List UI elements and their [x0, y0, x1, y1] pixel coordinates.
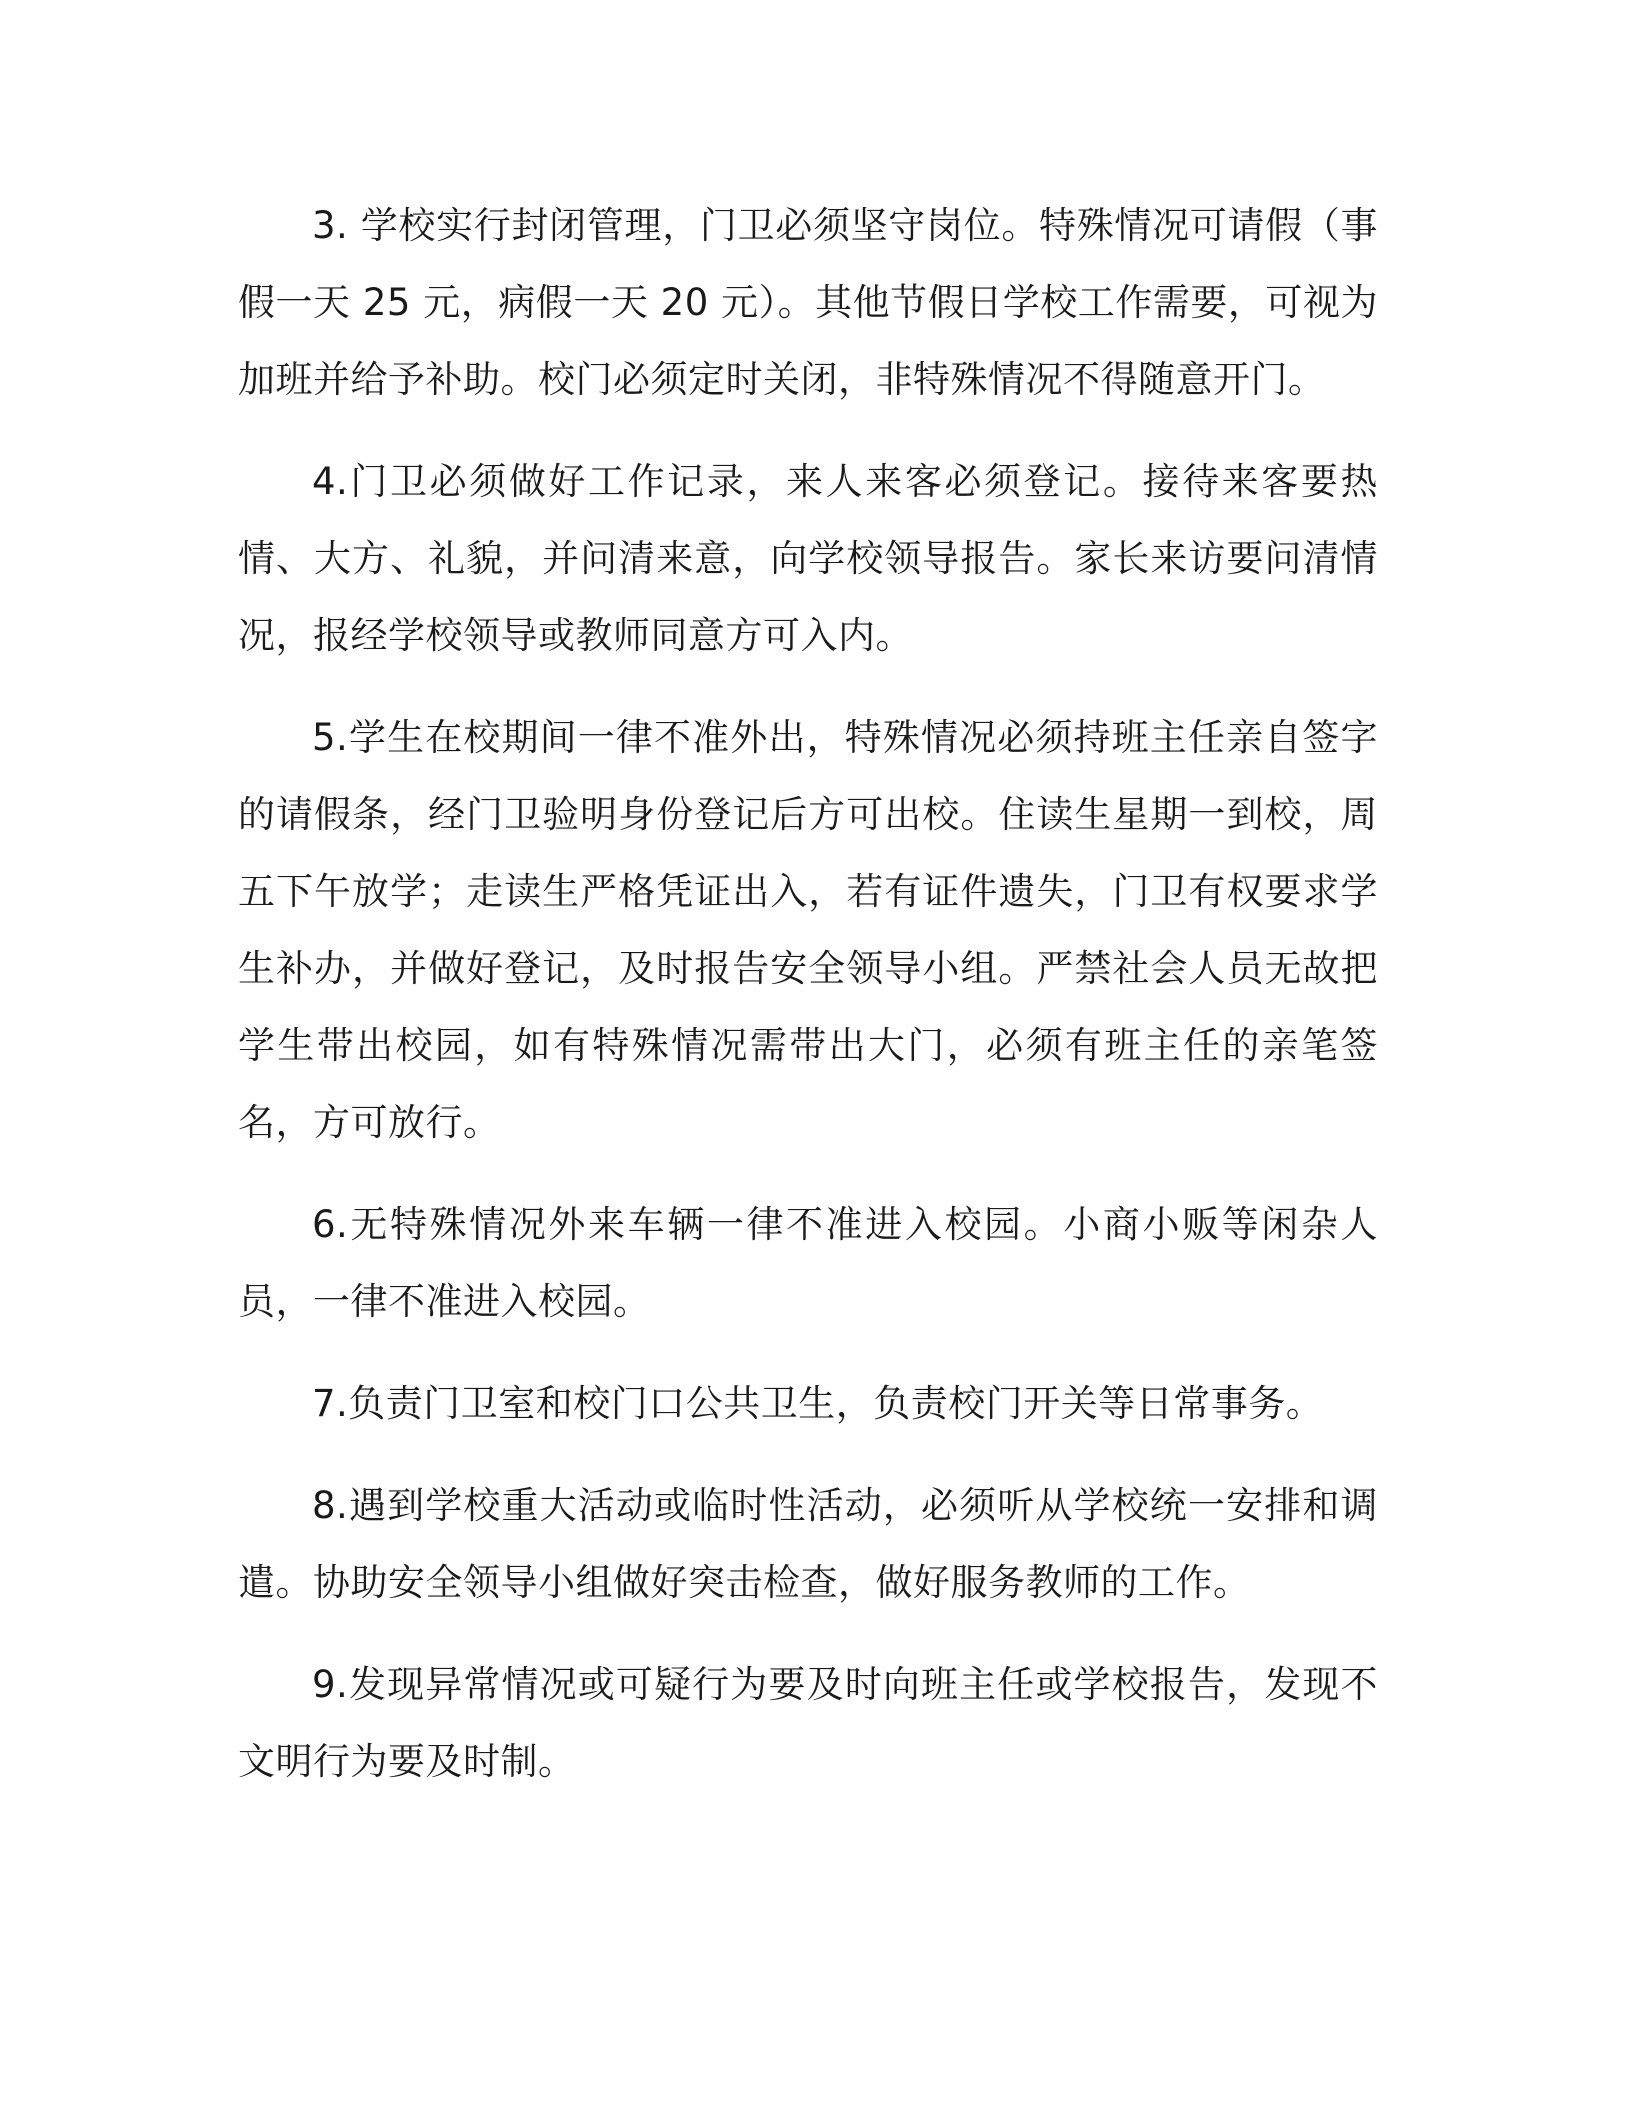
paragraph-item-6: 6.无特殊情况外来车辆一律不准进入校园。小商小贩等闲杂人员，一律不准进入校园。 [238, 1203, 1378, 1323]
paragraph-item-5: 5.学生在校期间一律不准外出，特殊情况必须持班主任亲自签字的请假条，经门卫验明身份登记后方可出校。住读生星期一到校，周五下午放学；走读生严格凭证出入，若有证件遗失，门卫有权要求学生补办，并做好登记，及时报告安全领导小组。严禁社会人员无故把学生带出校园，如有特殊情况需带出大门，必须有班主任的亲笔签名，方可放行。 [238, 716, 1378, 1144]
document-body [238, 187, 1378, 1825]
paragraph-item-9: 9.发现异常情况或可疑行为要及时向班主任或学校报告，发现不文明行为要及时制。 [238, 1663, 1378, 1783]
paragraph-item-7: 7.负责门卫室和校门口公共卫生，负责校门开关等日常事务。 [312, 1382, 1324, 1425]
paragraph-item-3: 3. 学校实行封闭管理，门卫必须坚守岗位。特殊情况可请假（事假一天 25 元，病假一天 20 元）。其他节假日学校工作需要，可视为加班并给予补助。校门必须定时关闭，非特殊情况不得随意开门。 [238, 204, 1378, 401]
paragraph-item-4: 4.门卫必须做好工作记录，来人来客必须登记。接待来客要热情、大方、礼貌，并问清来意，向学校领导报告。家长来访要问清情况，报经学校领导或教师同意方可入内。 [238, 460, 1378, 657]
paragraph-item-8: 8.遇到学校重大活动或临时性活动，必须听从学校统一安排和调遣。协助安全领导小组做好突击检查，做好服务教师的工作。 [238, 1484, 1378, 1604]
